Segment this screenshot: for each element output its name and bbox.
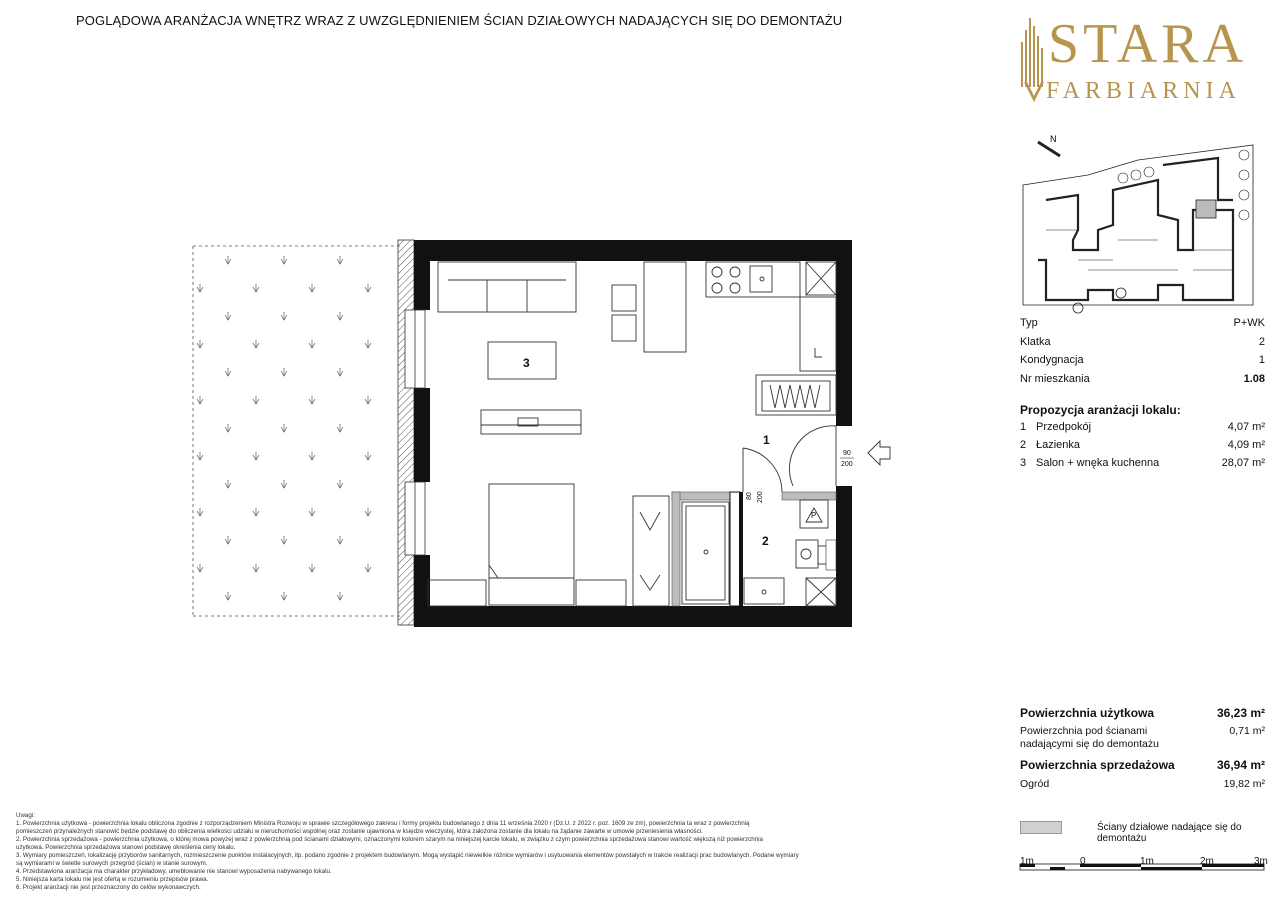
scale-label-0: 0 bbox=[1080, 856, 1086, 867]
room-label-3: 3 bbox=[523, 356, 530, 370]
logo-word-stara: STARA bbox=[1048, 13, 1248, 75]
note-line: są wymiarami w świetle surowych przegród (ścian) w stanie surowym. bbox=[16, 860, 208, 867]
demountable-walls bbox=[672, 492, 836, 606]
notes-heading: Uwagi: bbox=[16, 812, 35, 819]
scale-label-1m-left: 1m bbox=[1020, 856, 1034, 867]
garden-grass-pattern bbox=[197, 256, 371, 600]
page-title: POGLĄDOWA ARANŻACJA WNĘTRZ WRAZ Z UWZGLĘDNIENIEM ŚCIAN DZIAŁOWYCH NADAJĄCYCH SIĘ DO DEMONTAŻU bbox=[76, 13, 843, 28]
highlighted-unit bbox=[1196, 200, 1216, 218]
note-line: 4. Przedstawiona aranżacja ma charakter przykładowy, umeblowanie nie stanowi wyposażenia nabywanego lokalu. bbox=[16, 868, 332, 875]
note-line: pomieszczeń przynależnych stanowić będzie podstawę do obliczenia wielkości udziału w nieruchomości wspólnej oraz zostanie ujawniona w księdze wieczystej, która założona zostanie dla lokalu na żądanie zawarte w umowie przeniesienia własności. bbox=[16, 828, 703, 835]
door-entry-width: 90 bbox=[843, 450, 851, 457]
note-line: 1. Powierzchnia użytkowa - powierzchnia lokalu obliczona zgodnie z rozporządzeniem Ministra Rozwoju w sprawie szczegółowego zakresu i formy projektu budowlanego z dnia 11 września 2020 r (Dz.U. z 2022 r. poz. 1609 ze zm), powierzchnia ta wraz z powierzchnią bbox=[16, 820, 750, 827]
note-line: 3. Wymiary pomieszczeń, lokalizację przyborów sanitarnych, rozmieszczenie punktów instalacyjnych, itp. podano zgodnie z projektem budowlanym. Mogą wystąpić niewielkie różnice wymiarów i usytuowania elementów powstałych w trakcie realizacji prac budowlanych. Podane wymiary bbox=[16, 852, 799, 859]
sales-area-row: Powierzchnia sprzedażowa 36,94 m² bbox=[1020, 758, 1265, 772]
north-label: N bbox=[1050, 134, 1057, 144]
bath-wall-divider bbox=[826, 540, 836, 570]
room-row-3: 3 Salon + wnęka kuchenna 28,07 m² bbox=[1020, 457, 1265, 469]
wc-label: P bbox=[811, 511, 817, 520]
info-row-nr-mieszkania: Nr mieszkania 1.08 bbox=[1020, 373, 1265, 385]
garden-boundary bbox=[193, 246, 400, 616]
info-row-klatka: Klatka 2 bbox=[1020, 336, 1265, 348]
info-row-typ: Typ P+WK bbox=[1020, 317, 1265, 329]
north-arrow-icon bbox=[1038, 142, 1060, 156]
room-row-1: 1 Przedpokój 4,07 m² bbox=[1020, 421, 1265, 433]
scale-label-1m: 1m bbox=[1140, 856, 1154, 867]
note-line: 5. Niniejsza karta lokalu nie jest ofertą w rozumieniu przepisów prawa. bbox=[16, 876, 209, 883]
door-bath-width: 80 bbox=[746, 492, 753, 500]
walls-area-row-2: nadającymi się do demontażu bbox=[1020, 738, 1159, 750]
insulation-strip bbox=[398, 240, 414, 625]
stara-farbiarnia-logo bbox=[1018, 12, 1268, 107]
scale-label-2m: 2m bbox=[1200, 856, 1214, 867]
walls-area-row: Powierzchnia pod ścianami 0,71 m² bbox=[1020, 725, 1265, 737]
logo-emblem-icon bbox=[1018, 12, 1048, 107]
info-row-kondygnacja: Kondygnacja 1 bbox=[1020, 354, 1265, 366]
site-key-plan bbox=[1018, 130, 1268, 315]
furniture bbox=[428, 262, 890, 606]
note-line: 2. Powierzchnia sprzedażowa - powierzchnia użytkowa, o której mowa powyżej wraz z powierzchnią pod ścianami działowymi, oznaczonymi kolorem szarym na niniejszej karcie lokalu, w związku z czym powierzchnia sprzedażowa stanowi wartość większą niż powierzchnia bbox=[16, 836, 763, 843]
note-line: 6. Projekt aranżacji nie jest przeznaczony do celów wykonawczych. bbox=[16, 884, 201, 891]
room-label-1: 1 bbox=[763, 433, 770, 447]
room-row-2: 2 Łazienka 4,09 m² bbox=[1020, 439, 1265, 451]
legend-swatch bbox=[1020, 821, 1062, 834]
logo-word-farbiarnia: FARBIARNIA bbox=[1046, 78, 1241, 104]
legend-text: Ściany działowe nadające się do demontażu bbox=[1097, 822, 1242, 844]
note-line: użytkowa. Powierzchnia sprzedażowa stanowi podstawę określenia ceny lokalu. bbox=[16, 844, 236, 851]
door-entry-height: 200 bbox=[841, 461, 853, 468]
door-bath-height: 200 bbox=[757, 491, 764, 503]
usable-area-row: Powierzchnia użytkowa 36,23 m² bbox=[1020, 706, 1265, 720]
scale-label-3m: 3m bbox=[1254, 856, 1268, 867]
rooms-heading: Propozycja aranżacji lokalu: bbox=[1020, 403, 1181, 417]
garden-area-row: Ogród 19,82 m² bbox=[1020, 778, 1265, 790]
room-label-2: 2 bbox=[762, 534, 769, 548]
